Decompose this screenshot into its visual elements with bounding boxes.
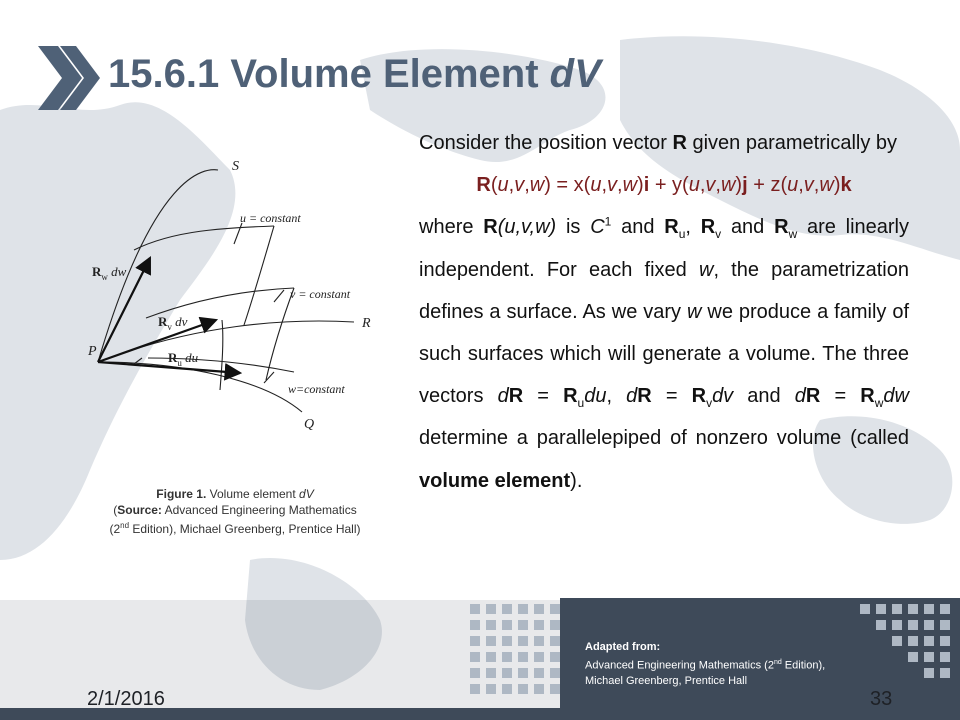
footer-date: 2/1/2016 bbox=[87, 688, 165, 710]
intro-text: Consider the position vector R given parametrically by bbox=[419, 132, 898, 154]
label-rv-dv: $R_v$ dv bbox=[158, 314, 188, 332]
main-paragraph: where R(u,v,w) is $C^1$ and $R_u$, $R_v$ and $R_w$ are linearly independent. For each fixed w, the parametrization defines a surface. As we vary w we produce a family of such surfaces which will generate a volume. The three vectors dR = $R_udu$, dR = $R_vdv$ and dR = $R_wdw$ determine a parallelepiped of nonzero volume (called volume element). bbox=[419, 214, 910, 492]
label-q: Q bbox=[304, 417, 315, 432]
caption-line-1: Figure 1. Volume element dV bbox=[156, 487, 314, 501]
page-number: 33 bbox=[870, 688, 893, 710]
title-variable: dV bbox=[549, 52, 601, 96]
caption-line-2: (Source: Advanced Engineering Mathematics bbox=[113, 503, 357, 517]
label-v-constant: v = constant bbox=[290, 287, 351, 301]
label-ru-du: $R_u$ du bbox=[168, 350, 199, 368]
page-title: 15.6.1 Volume Element dV bbox=[108, 52, 601, 96]
label-s: S bbox=[232, 159, 239, 174]
label-p: P bbox=[88, 344, 97, 359]
figure-caption bbox=[70, 486, 400, 537]
label-r: R bbox=[362, 316, 371, 331]
adapted-label: Adapted from: bbox=[585, 641, 661, 653]
footer-source bbox=[585, 640, 865, 689]
caption-line-3: (2nd Edition), Michael Greenberg, Prentice Hall) bbox=[109, 521, 361, 536]
label-rw-dw: $R_w$ dw bbox=[92, 264, 127, 282]
label-w-constant: w=constant bbox=[288, 382, 345, 396]
label-u-constant: u = constant bbox=[240, 211, 301, 225]
adapted-text: Advanced Engineering Mathematics (2nd Edition), Michael Greenberg, Prentice Hall bbox=[585, 659, 826, 687]
volume-element-diagram bbox=[84, 150, 374, 440]
body-text bbox=[419, 122, 909, 502]
equation: R(u,v,w) = x(u,v,w)i + y(u,v,w)j + z(u,v,w)k bbox=[476, 174, 852, 197]
double-chevron-icon bbox=[36, 44, 102, 112]
